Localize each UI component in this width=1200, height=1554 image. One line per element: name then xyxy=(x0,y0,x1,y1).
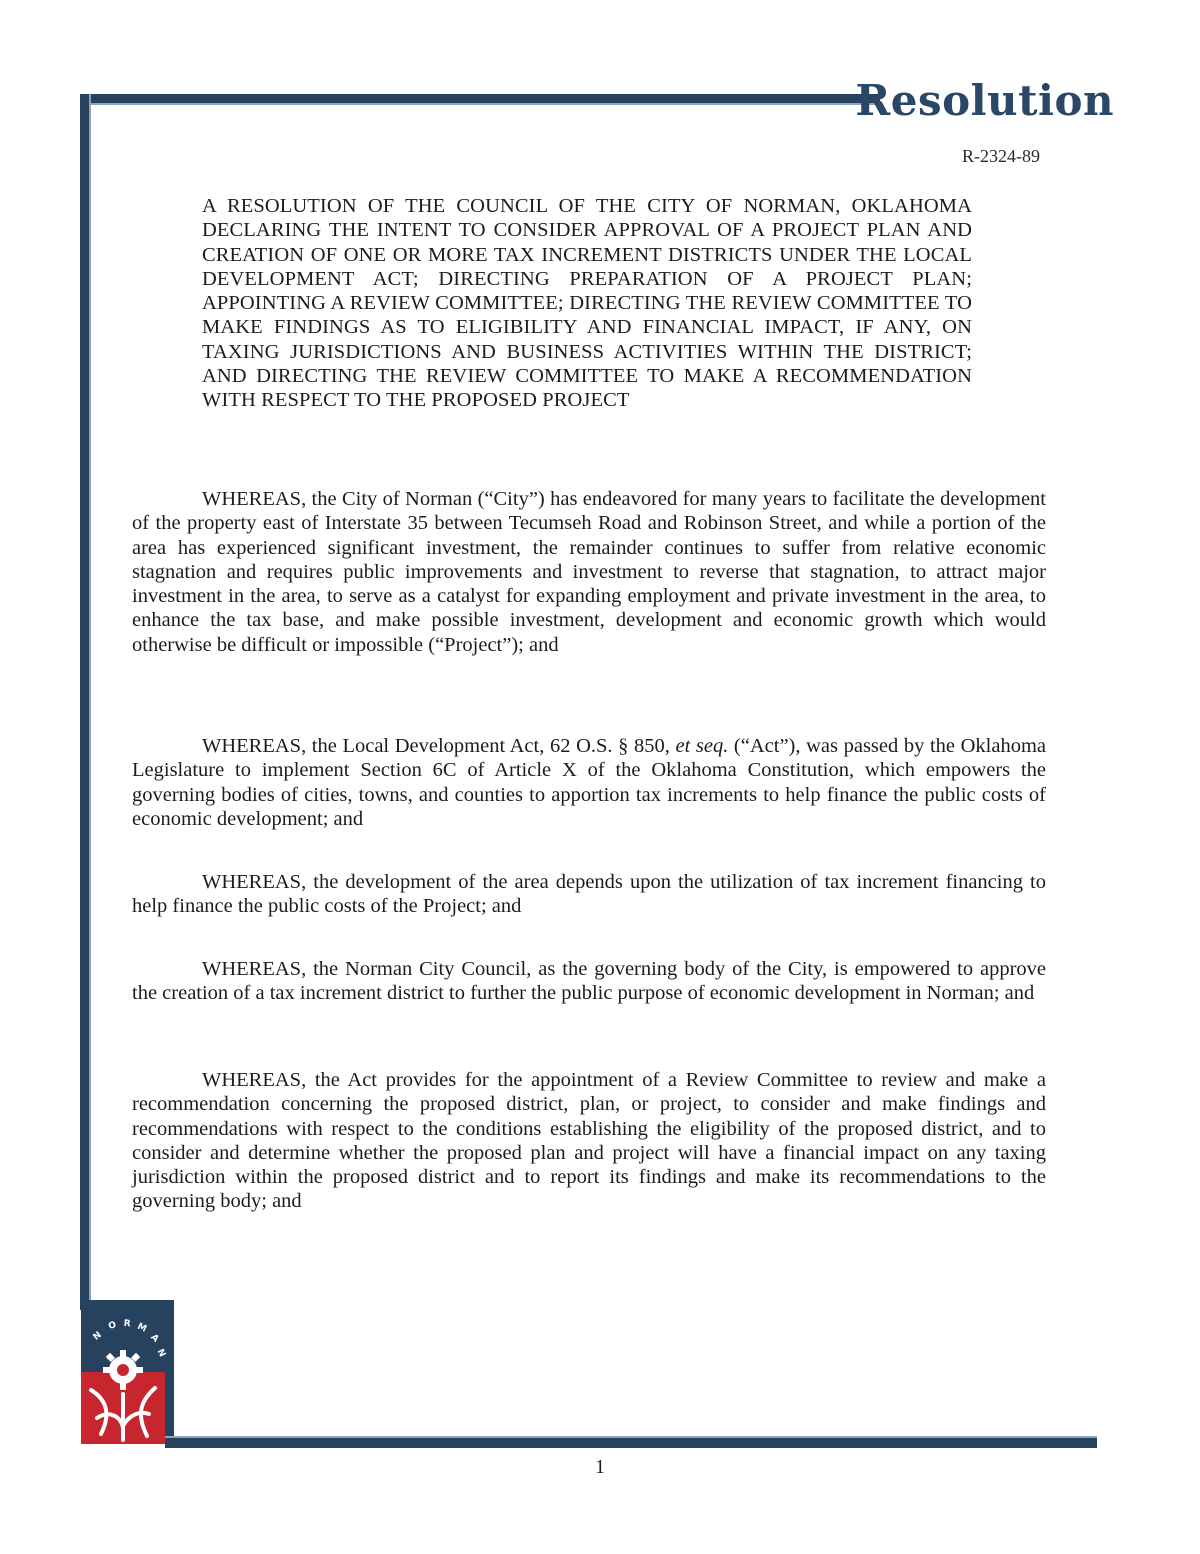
frame-top-border xyxy=(80,94,880,105)
frame-logo-cap xyxy=(80,1300,174,1310)
p2-italic-text: et seq. xyxy=(675,735,729,757)
frame-left-lower-border xyxy=(165,1300,174,1448)
logo-letter-r: R xyxy=(123,1318,132,1330)
whereas-paragraph-1: WHEREAS, the City of Norman (“City”) has endeavored for many years to facilitate the development of the property east of Interstate 35 between Tecumseh Road and Robinson Street, and while a portion of the area has experienced significant investment, the remainder continues to suffer from relative economic stagnation and requires public improvements and investment to reverse that stagnation, to attract major investment in the area, to serve as a catalyst for expanding employment and private investment in the area, to enhance the tax base, and make possible investment, development and economic growth which would otherwise be difficult or impossible (“Project”); and xyxy=(132,488,1046,656)
city-of-norman-logo xyxy=(81,1310,165,1444)
logo-letter-n2: N xyxy=(154,1347,167,1359)
whereas-paragraph-2 xyxy=(132,734,1046,831)
p2-text-after: (“Act”), was passed by the Oklahoma Legislature to implement Section 6C of Article X of the Oklahoma Constitution, which empowers the governing bodies of cities, towns, and counties to apportion tax increments to help finance the public costs of economic development; and xyxy=(132,735,1046,830)
logo-letter-n: N xyxy=(91,1330,104,1343)
whereas-paragraph-4: WHEREAS, the Norman City Council, as the governing body of the City, is empowered to approve the creation of a tax increment district to further the public purpose of economic development in Norman; and xyxy=(132,958,1046,1005)
flower-icon xyxy=(91,1388,155,1440)
page-number: 1 xyxy=(595,1456,605,1478)
p2-text-before: WHEREAS, the Local Development Act, 62 O.S. § 850, xyxy=(202,735,676,757)
document-title: Resolution xyxy=(855,76,1114,125)
logo-letter-m: M xyxy=(135,1321,149,1335)
frame-bottom-border xyxy=(165,1436,1097,1448)
logo-letter-a: A xyxy=(148,1332,161,1345)
resolution-number: R-2324-89 xyxy=(962,146,1040,166)
logo-letter-o: O xyxy=(107,1320,118,1332)
resolution-caption: A RESOLUTION OF THE COUNCIL OF THE CITY OF NORMAN, OKLAHOMA DECLARING THE INTENT TO CONSIDER APPROVAL OF A PROJECT PLAN AND CREATION OF ONE OR MORE TAX INCREMENT DISTRICTS UNDER THE LOCAL DEVELOPMENT ACT; DIRECTING PREPARATION OF A PROJECT PLAN; APPOINTING A REVIEW COMMITTEE; DIRECTING THE REVIEW COMMITTEE TO MAKE FINDINGS AS TO ELIGIBILITY AND FINANCIAL IMPACT, IF ANY, ON TAXING JURISDICTIONS AND BUSINESS ACTIVITIES WITHIN THE DISTRICT; AND DIRECTING THE REVIEW COMMITTEE TO MAKE A RECOMMENDATION WITH RESPECT TO THE PROPOSED PROJECT xyxy=(202,195,972,412)
frame-left-border xyxy=(80,94,91,1301)
whereas-paragraph-3: WHEREAS, the development of the area depends upon the utilization of tax increment financing to help finance the public costs of the Project; and xyxy=(132,871,1046,918)
whereas-paragraph-5: WHEREAS, the Act provides for the appointment of a Review Committee to review and make a recommendation concerning the proposed district, plan, or project, to consider and make findings and recommendations with respect to the conditions establishing the eligibility of the proposed district, and to consider and determine whether the proposed plan and project will have a financial impact on any taxing jurisdiction within the proposed district and to report its findings and make its recommendations to the governing body; and xyxy=(132,1069,1046,1213)
